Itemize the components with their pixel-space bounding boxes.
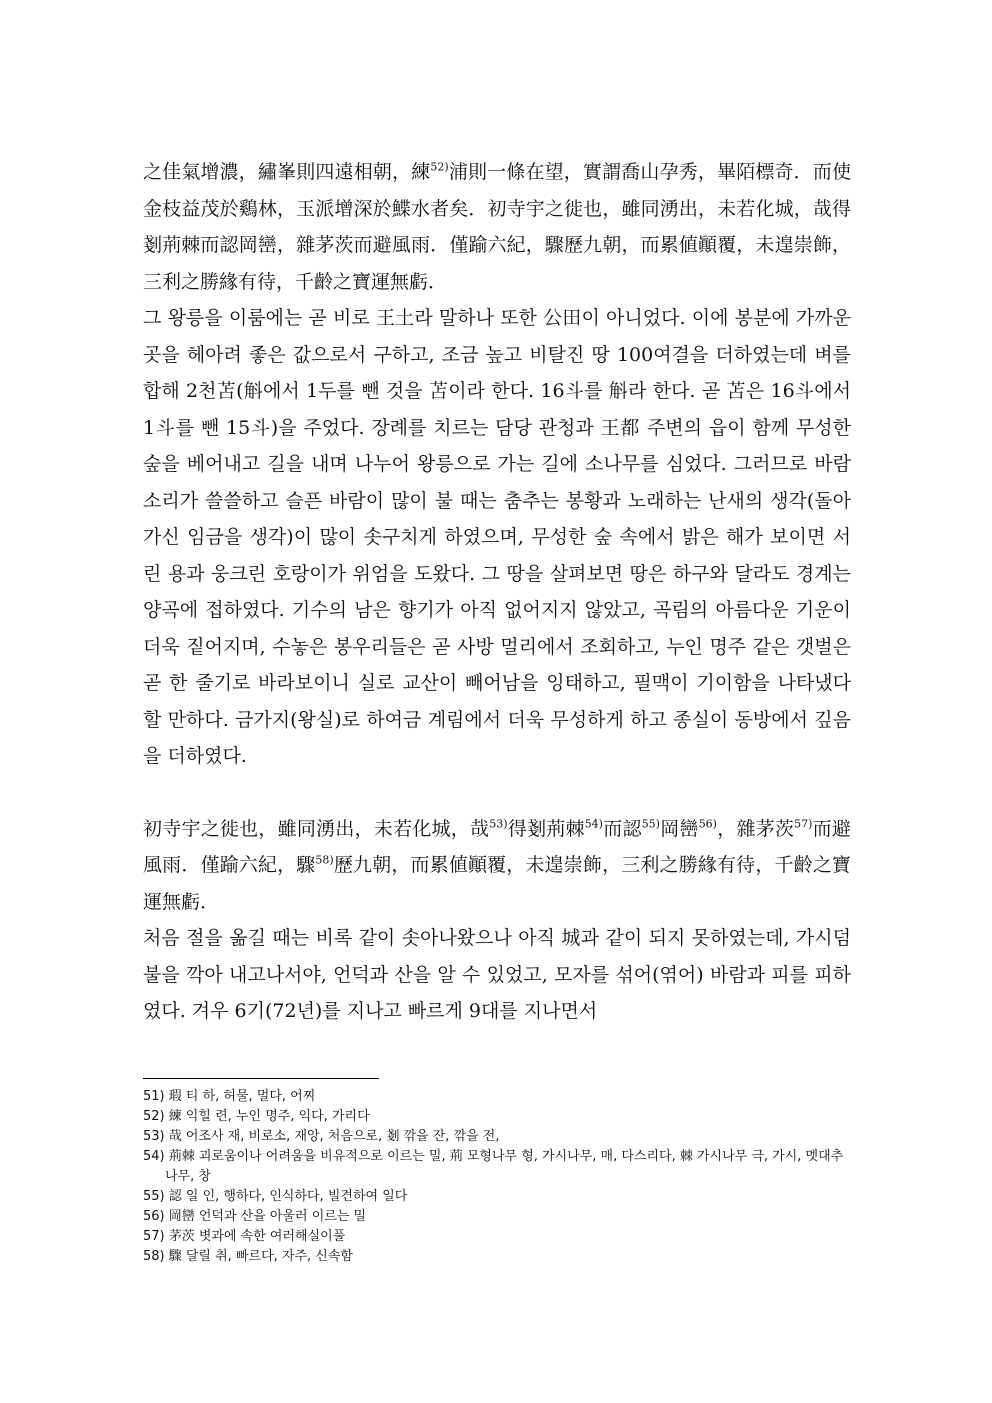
footnote-56: 56) 岡巒 언덕과 산을 아울러 이르는 밀 (143, 1209, 367, 1224)
text-segment: 得剗荊棘 (507, 817, 585, 840)
korean-translation-paragraph-1: 그 왕릉을 이룸에는 곧 비로 王土라 말하나 또한 公田이 아니었다. 이에 봉분에 가까운 곳을 헤아려 좋은 값으로서 구하고, 조금 높고 비탈진 땅 100여결을 더하였는데 벼를 합해 2천苫(斛에서 1두를 뺀 것을 苫이라 한다. 16斗를 斛라 한다. 곧 苫은 16斗에서 1斗를 뺀 15斗)을 주었다. 장례를 치르는 담당 관청과 王都 주변의 읍이 함께 무성한 숲을 베어내고 길을 내며 나누어 왕릉으로 가는 길에 소나무를 심었다. 그러므로 바람 소리가 쓸쓸하고 슬픈 바람이 많이 불 때는 춤추는 봉황과 노래하는 난새의 생각(돌아가신 임금을 생각)이 많이 솟구치게 하였으며, 무성한 숲 속에서 밝은 해가 보이면 서린 용과 웅크린 호랑이가 위엄을 도왔다. 그 땅을 살펴보면 땅은 하구와 달라도 경계는 양곡에 접하였다. 기수의 남은 향기가 아직 없어지지 않았고, 곡림의 아름다운 기운이 더욱 짙어지며, 수놓은 봉우리들은 곧 사방 멀리에서 조회하고, 누인 명주 같은 갯벌은 곧 한 줄기로 바라보이니 실로 교산이 빼어남을 잉태하고, 필맥이 기이함을 나타냈다 할 만하다. 금가지(왕실)로 하여금 계림에서 더욱 무성하게 하고 종실이 동방에서 깊음을 더하였다. (143, 307, 851, 767)
classical-chinese-paragraph-2 (143, 811, 851, 921)
footnote-ref-54[interactable]: 54) (584, 817, 603, 831)
text-segment: 初寺宇之徙也，雖同湧出，未若化城，哉 (143, 817, 490, 840)
document-body (143, 154, 851, 1030)
footnote-list (143, 1087, 853, 1267)
text-segment: ，雜茅茨 (716, 817, 795, 840)
korean-translation-paragraph-2: 처음 절을 옮길 때는 비록 같이 솟아나왔으나 아직 城과 같이 되지 못하였는데, 가시덤불을 깍아 내고나서야, 언덕과 산을 알 수 있었고, 모자를 섞어(엮어) 바람과 피를 피하였다. 겨우 6기(72년)를 지나고 빠르게 9대를 지나면서 (143, 927, 851, 1022)
paragraph-gap (143, 775, 851, 811)
footnote-ref-58[interactable]: 58) (315, 853, 334, 867)
footnote-54: 54) 荊棘 괴로움이나 어려움을 비유적으로 이르는 밀, 荊 모형나무 형, 가시나무, 매, 다스리다, 棘 가시나무 극, 가시, 멧대추나무, 창 (143, 1149, 844, 1184)
text-segment: 而避風雨．僅踰六紀，驟 (143, 817, 851, 876)
footnote-ref-53[interactable]: 53) (489, 817, 508, 831)
footnote-ref-52[interactable]: 52) (430, 160, 449, 174)
footnote-ref-57[interactable]: 57) (794, 817, 813, 831)
text-segment: 浦則一條在望，實謂喬山孕秀，畢陌標奇．而使金枝益茂於鷄林，玉派增深於鰈水者矣．初寺宇之徙也，雖同湧出，未若化城，哉得剗荊棘而認岡巒，雜茅茨而避風雨．僅踰六紀，驟歷九朝，而累値顚覆，未遑崇飾，三利之勝緣有待，千齡之寶運無虧． (143, 161, 851, 293)
text-segment: 岡巒 (659, 817, 699, 840)
classical-chinese-paragraph-1 (143, 154, 851, 300)
footnote-53: 53) 哉 어조사 재, 비로소, 재앙, 처음으로, 剗 깎을 잔, 깎을 전, (143, 1129, 500, 1144)
text-segment: 之佳氣增濃，繡峯則四遠相朝，練 (143, 161, 431, 183)
footnote-58: 58) 驟 달릴 취, 빠르다, 자주, 신속함 (143, 1249, 353, 1264)
text-segment: 而認 (602, 817, 642, 840)
footnote-divider (143, 1078, 379, 1079)
text-segment: 歷九朝，而累値顚覆，未遑崇飾，三利之勝緣有待，千齡之寶運無虧． (143, 854, 851, 913)
footnote-51: 51) 瑕 티 하, 허물, 멀다, 어찌 (143, 1089, 316, 1104)
footnote-55: 55) 認 일 인, 행하다, 인식하다, 빌견하여 일다 (143, 1189, 408, 1204)
footnote-57: 57) 茅茨 볏과에 속한 여러해실이풀 (143, 1229, 346, 1244)
footnote-ref-55[interactable]: 55) (641, 817, 660, 831)
footnote-52: 52) 練 익힐 련, 누인 명주, 익다, 가리다 (143, 1109, 370, 1124)
footnote-ref-56[interactable]: 56) (698, 817, 717, 831)
